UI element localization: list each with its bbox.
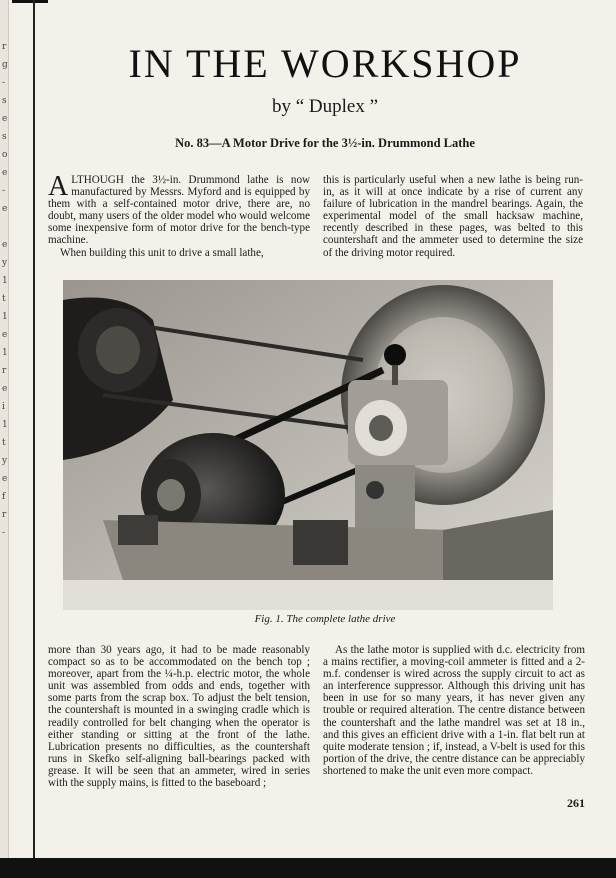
gutter-mark: s — [2, 132, 7, 142]
gutter-mark: 1 — [2, 420, 8, 430]
drop-cap: A — [48, 171, 69, 202]
spine-line — [33, 0, 35, 858]
gutter-mark: e — [2, 384, 8, 394]
page-title: IN THE WORKSHOP — [128, 41, 522, 86]
gutter-mark: t — [2, 438, 6, 448]
paragraph: As the lathe motor is supplied with d.c. electricity from a mains rectifier, a moving-coil ammeter is fitted and a 2-m.f. condenser is wired across the supply circuit to act as an interference suppressor. Although this driving unit has been in use for so many years, it has never given any trouble or required alteration. The centre distance between the countershaft and the lathe mandrel was set at 18 in., and this gives an efficient drive with a 1-in. flat belt run at quite moderate tension ; if, instead, a V-belt is used for this portion of the drive, the centre distance can be appreciably shortened to make the unit even more compact. — [323, 644, 585, 777]
column-2 — [323, 174, 583, 259]
previous-page-gutter — [2, 40, 16, 800]
top-corner-mark — [12, 0, 48, 9]
gutter-mark: 1 — [2, 348, 8, 358]
column-3 — [48, 644, 310, 789]
gutter-mark: e — [2, 114, 8, 124]
gutter-mark: - — [2, 186, 6, 196]
gutter-mark: e — [2, 330, 8, 340]
gutter-mark: f — [2, 492, 6, 502]
page-number: 261 — [567, 796, 585, 810]
gutter-mark: 1 — [2, 312, 8, 322]
gutter-mark: 1 — [2, 276, 8, 286]
gutter-mark: r — [2, 366, 7, 376]
column-4 — [323, 644, 585, 777]
gutter-mark: r — [2, 42, 7, 52]
gutter-mark: r — [2, 510, 7, 520]
gutter-mark: y — [2, 258, 8, 268]
paragraph-text: LTHOUGH the 3½-in. Drummond lathe is now manufactured by Messrs. Myford and is equipped by them with a self-contained motor drive, there are, no doubt, many users of the older model who would welcome some inexpensive form of motor drive for the bench-type machine. — [48, 174, 310, 247]
gutter-mark: g — [2, 60, 8, 70]
article-subtitle: No. 83—A Motor Drive for the 3½-in. Drummond Lathe — [175, 136, 475, 150]
byline: by “ Duplex ” — [271, 96, 379, 117]
gutter-mark: s — [2, 96, 7, 106]
gutter-mark: - — [2, 528, 6, 538]
gutter-mark: e — [2, 204, 8, 214]
scan-bottom-edge — [0, 858, 616, 878]
lathe-drive-photo — [63, 280, 553, 610]
gutter-mark: e — [2, 474, 8, 484]
gutter-mark — [2, 220, 16, 238]
gutter-mark: t — [2, 294, 6, 304]
paragraph: this is particularly useful when a new lathe is being run-in, as it will at once indicate by a rise of current any failure of lubrication in the mandrel bearings. Again, the experimental model of the small hacksaw machine, recently described in these pages, was belted to this countershaft and the ammeter used to determine the size of the driving motor required. — [323, 174, 583, 259]
gutter-mark: y — [2, 456, 8, 466]
column-1 — [48, 171, 310, 259]
gutter-mark: o — [2, 150, 8, 160]
gutter-mark: - — [2, 78, 6, 88]
figure-caption: Fig. 1. The complete lathe drive — [254, 613, 396, 625]
paragraph: When building this unit to drive a small lathe, — [60, 246, 264, 259]
paragraph — [48, 171, 310, 247]
gutter-mark: i — [2, 402, 5, 412]
paragraph: more than 30 years ago, it had to be made reasonably compact so as to be accommodated on the bench top ; moreover, apart from the ¼-h.p. electric motor, the whole unit was assembled from odds and ends, together with some parts from the scrap box. To adjust the belt tension, the countershaft is mounted in a swinging cradle which is readily controlled for belt changing when the operator is either standing or sitting at the front of the lathe. Lubrication presents no difficulties, as the countershaft runs in Skefko self-aligning ball-bearings packed with grease. It will be seen that an ammeter, wired in series with the supply mains, is fitted to the baseboard ; — [48, 644, 310, 790]
gutter-mark: e — [2, 168, 8, 178]
gutter-mark: e — [2, 240, 8, 250]
